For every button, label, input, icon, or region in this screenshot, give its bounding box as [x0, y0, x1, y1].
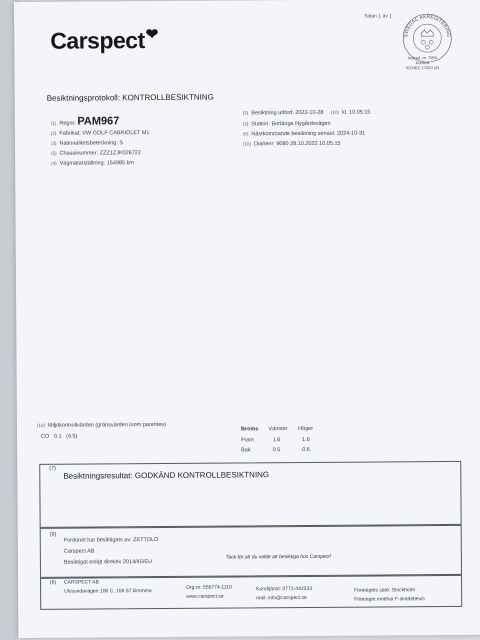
inspector-box: [40, 525, 462, 578]
fabrikat-row: (2) Fabrikat: VW GOLF CABRIOLET M1: [50, 130, 150, 137]
footer-phone: Kundtjänst: 0771-442233: [256, 585, 313, 593]
heart-icon: ❤: [145, 25, 158, 44]
page-number: Sidan 1 av 1: [364, 13, 392, 20]
brakes-header: Broms Vänster Höger: [240, 425, 314, 433]
emissions-co-row: CO 0.1 (4.5): [41, 433, 78, 440]
brakes-row-rear: Bak 0.5 0.6: [241, 446, 310, 454]
footer-web: www.carspect.se: [186, 593, 224, 600]
document-page: [14, 0, 480, 638]
thanks-text: Tack för att du valde att besiktiga hos Carspect!: [225, 553, 332, 561]
footer-seat: Företagets säte: Stockholm: [354, 587, 416, 594]
footer-number: (6): [50, 579, 57, 586]
footer-address: Ulvsundavägen 106 C, 168 67 Bromma: [64, 588, 152, 595]
seal-text: SWEDAC AKREDITERING: [403, 14, 452, 38]
brakes-row-front: Fram 1.6 1.6: [241, 436, 310, 444]
regnr-row: (1) Regnr: PAM967: [50, 115, 120, 128]
inspector-directive: Besiktigat enligt direktiv 2014/45/EU: [63, 559, 152, 566]
station-row: (3) Station: Borlänge Nygårdsvägen: [242, 120, 331, 128]
carspect-logo: Carspect❤: [50, 25, 158, 54]
footer-email: mail: info@carspect.se: [256, 594, 307, 602]
footer-company: CARSPECT AB: [64, 579, 99, 586]
regnr-value: PAM967: [77, 115, 120, 128]
footer-orgnr: Org.nr: 556774-1110: [186, 584, 232, 591]
chassis-row: (5) Chassinummer: ZZZ1ZJK026722: [51, 150, 141, 157]
footer-tax: Företaget innehar F-skattebevis: [354, 596, 425, 603]
result-text: Besiktningsresultat: GODKÄND KONTROLLBESIKTNING: [63, 470, 270, 481]
next-inspection-row: (8) Nästkommande besiktning senast: 2024-10-31: [242, 130, 366, 138]
inspector-number: (9): [49, 531, 57, 538]
accreditation-info: Ackred. nr. 7950 Kontroll ISO/IEC 17020 (A): [405, 55, 440, 71]
nationality-row: (3) Nationalitetsbeteckning: S: [50, 140, 124, 147]
inspector-company: Carspect AB: [63, 548, 95, 555]
inspector-line: Fordonet har besiktigats av: ZETTOLO: [63, 537, 159, 544]
diary-number-row: (10) Diarienr: 9080 28.10.2022 10.05.15: [242, 140, 341, 148]
inspection-date-row: (3) Besiktning utförd: 2022-10-28 (10) kl. 10.05:15: [242, 109, 371, 117]
protocol-title: Besiktningsprotokoll: KONTROLLBESIKTNING: [46, 92, 214, 103]
svg-text:SWEDAC AKREDITERING: [403, 14, 451, 38]
odometer-row: (4) Vägmätarställning: 154985 km: [51, 160, 134, 167]
result-number: (7): [49, 465, 57, 472]
emissions-title: (10) Miljökontrollvärden (gränsvärden inom parentes): [36, 421, 167, 429]
